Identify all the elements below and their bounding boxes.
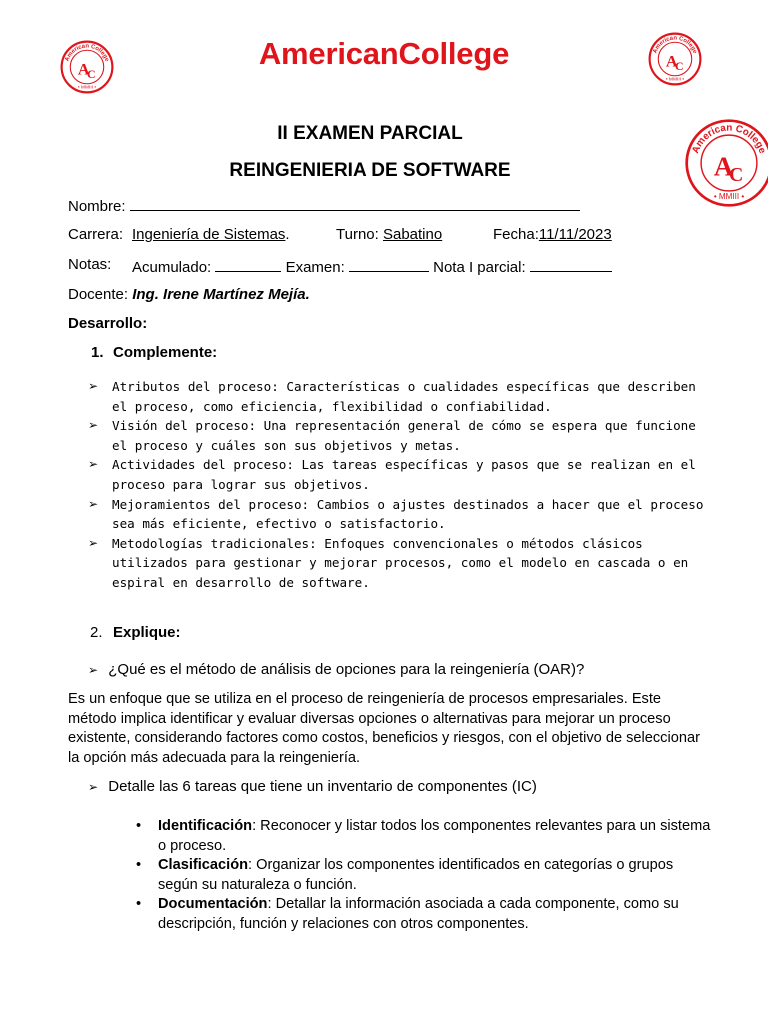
exam-title: II EXAMEN PARCIAL [277, 123, 463, 144]
turno-row [336, 226, 442, 243]
svg-text:• MMIII •: • MMIII • [665, 77, 685, 83]
fecha-label: Fecha: [493, 226, 539, 243]
fecha-row [493, 226, 612, 243]
notas-row [132, 256, 612, 276]
svg-text:American College: American College [690, 122, 768, 156]
svg-text:A: A [713, 151, 734, 182]
svg-text:A: A [77, 60, 90, 79]
fecha-value: 11/11/2023 [538, 226, 612, 243]
q3-question: Detalle las 6 tareas que tiene un inventario de componentes (IC) [108, 778, 537, 795]
docente-label: Docente: [68, 286, 129, 303]
q2-question-row [88, 661, 584, 678]
nombre-row [68, 195, 580, 215]
desarrollo-heading: Desarrollo: [68, 315, 148, 332]
list-item: • Documentación: Detallar la información asociada a cada componente, como su descripción, función y relaciones con otros componentes. [136, 896, 679, 932]
q1-list [88, 377, 708, 593]
carrera-row [132, 226, 290, 243]
arrow-bullet-icon: ➢ [88, 418, 99, 433]
q2-number: 2. [90, 624, 103, 641]
notas-label: Notas: [68, 256, 112, 273]
q2-question: ¿Qué es el método de análisis de opciones para la reingeniería (OAR)? [108, 661, 585, 678]
docente-name: Ing. Irene Martínez Mejía. [132, 286, 310, 303]
list-item: • Identificación: Reconocer y listar todos los componentes relevantes para un sistema o proceso. [136, 818, 711, 854]
nombre-blank[interactable] [130, 195, 580, 211]
svg-text:American College: American College [652, 35, 698, 55]
bullet-dot-icon: • [136, 818, 142, 834]
q2-answer: Es un enfoque que se utiliza en el proceso de reingeniería de procesos empresariales. Este método implica identificar y evaluar diversas opciones o alternativas para mejorar un proceso existente, considerando factores como costos, beneficios y riesgos, con el objetivo de seleccionar la opción más adecuada para la reingeniería. [68, 691, 700, 766]
svg-text:• MMIII •: • MMIII • [77, 85, 97, 91]
arrow-bullet-icon: ➢ [88, 663, 99, 677]
list-item: ➢ Atributos del proceso: Características o cualidades específicas que describen el proceso, como eficiencia, flexibilidad o confiabilidad. [88, 379, 696, 414]
svg-text:C: C [729, 164, 744, 186]
svg-text:C: C [675, 58, 684, 73]
arrow-bullet-icon: ➢ [88, 535, 99, 550]
nota-parcial-blank[interactable] [530, 256, 612, 272]
q2-title: Explique: [113, 624, 181, 641]
acumulado-label: Acumulado: [132, 259, 212, 276]
list-item: ➢ Metodologías tradicionales: Enfoques convencionales o métodos clásicos utilizados para gestionar y mejorar procesos, como el modelo en cascada o en espiral en desarrollo de software. [88, 535, 689, 590]
arrow-bullet-icon: ➢ [88, 379, 99, 393]
svg-text:• MMIII •: • MMIII • [713, 192, 745, 201]
carrera-value: Ingeniería de Sistemas [132, 226, 286, 243]
examen-label: Examen: [285, 259, 345, 276]
svg-text:A: A [665, 52, 678, 71]
svg-text:C: C [87, 66, 96, 81]
svg-text:American College: American College [64, 43, 110, 63]
course-title: REINGENIERIA DE SOFTWARE [229, 160, 511, 181]
carrera-label: Carrera: [68, 226, 124, 243]
turno-value: Sabatino [382, 226, 443, 243]
nota-parcial-label: Nota I parcial: [433, 259, 526, 276]
bullet-dot-icon: • [136, 896, 142, 912]
q1-number: 1. [91, 344, 104, 361]
carrera-period: . [285, 226, 290, 243]
turno-label: Turno: [336, 226, 379, 243]
examen-blank[interactable] [349, 256, 429, 272]
arrow-bullet-icon: ➢ [88, 496, 99, 511]
bullet-dot-icon: • [136, 857, 142, 873]
acumulado-blank[interactable] [215, 256, 281, 272]
arrow-bullet-icon: ➢ [88, 457, 99, 472]
q3-list [134, 817, 714, 934]
list-item: ➢ Visión del proceso: Una representación general de cómo se espera que funcione el proceso y cuáles son sus objetivos y metas. [88, 418, 696, 453]
list-item: ➢ Actividades del proceso: Las tareas específicas y pasos que se realizan en el proceso para lograr sus objetivos. [88, 457, 696, 492]
q3-question-row [88, 778, 537, 795]
q1-title: Complemente: [113, 344, 218, 361]
college-brand-title: AmericanCollege [258, 36, 510, 71]
list-item: • Clasificación: Organizar los componentes identificados en categorías o grupos según su naturaleza o función. [136, 857, 674, 893]
list-item: ➢ Mejoramientos del proceso: Cambios o ajustes destinados a hacer que el proceso sea más eficiente, efectivo o satisfactorio. [88, 496, 704, 532]
nombre-label: Nombre: [68, 198, 126, 215]
docente-row [68, 286, 310, 303]
arrow-bullet-icon: ➢ [88, 780, 99, 794]
